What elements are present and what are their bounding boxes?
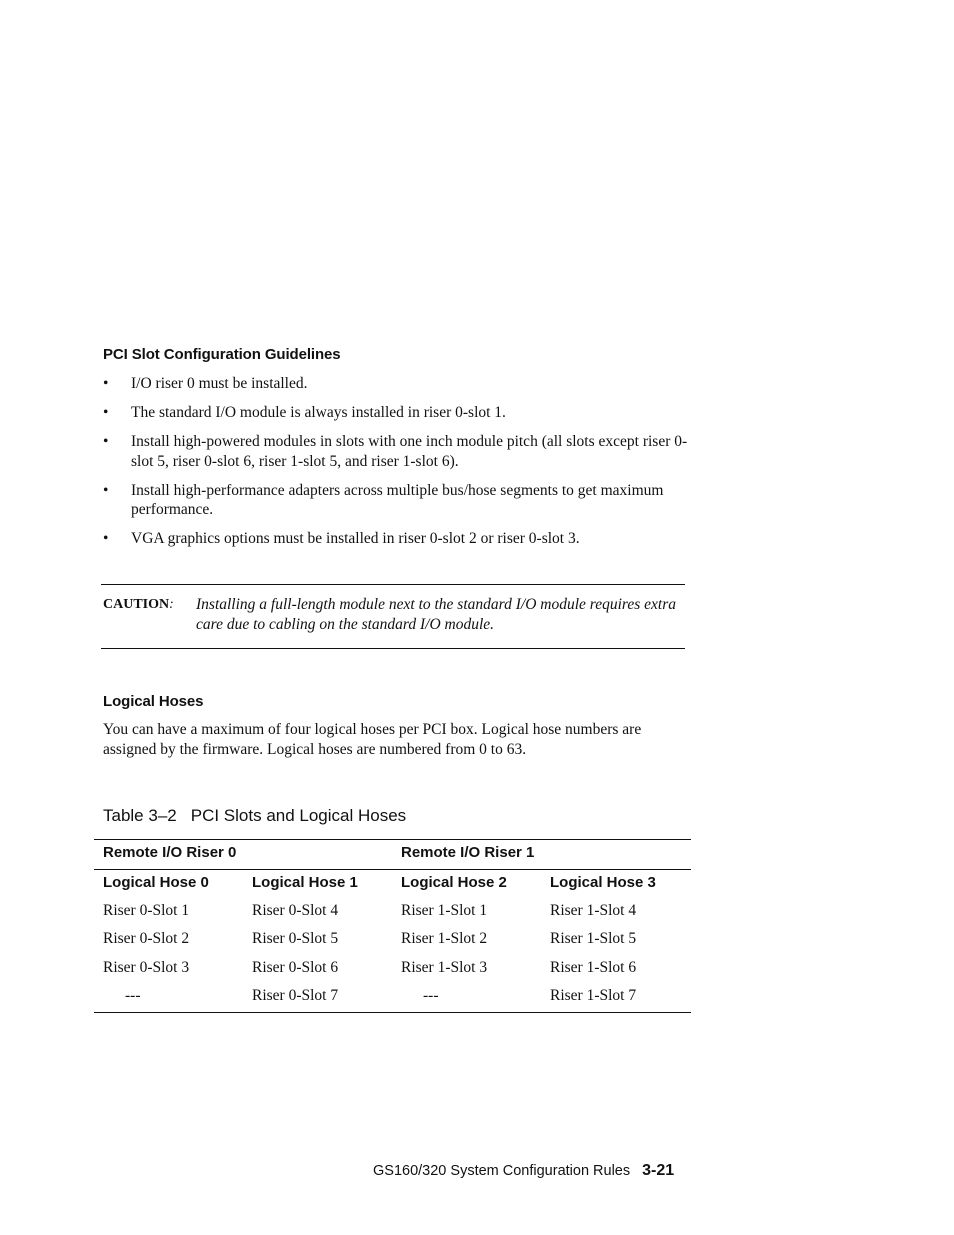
page-footer xyxy=(373,1162,674,1180)
list-item-text: I/O riser 0 must be installed. xyxy=(131,375,308,392)
caution-label xyxy=(103,595,174,615)
list-item-text: Install high-performance adapters across multiple bus/hose segments to get maximum performance. xyxy=(131,481,664,518)
list-item xyxy=(103,374,703,394)
list-item xyxy=(103,481,703,520)
table-cell: Riser 1-Slot 4 xyxy=(550,902,637,919)
table-cell: Riser 0-Slot 1 xyxy=(103,902,190,919)
logical-hoses-paragraph: You can have a maximum of four logical hoses per PCI box. Logical hose numbers are assigned by the firmware. Logical hoses are numbered from 0 to 63. xyxy=(103,721,642,758)
table-top-rule xyxy=(94,839,691,840)
table-cell: Riser 1-Slot 2 xyxy=(401,930,488,947)
group-header-riser-1: Remote I/O Riser 1 xyxy=(401,844,535,861)
list-item xyxy=(103,432,703,471)
bullet-icon: • xyxy=(103,530,109,547)
table-caption xyxy=(103,806,406,826)
list-item xyxy=(103,529,703,549)
bullet-icon: • xyxy=(103,481,109,499)
bullet-icon: • xyxy=(103,404,109,421)
table-cell: Riser 0-Slot 7 xyxy=(252,987,339,1004)
group-header-riser-0: Remote I/O Riser 0 xyxy=(103,844,237,861)
section-heading-pci-slot-guidelines: PCI Slot Configuration Guidelines xyxy=(103,346,341,363)
table-cell: Riser 0-Slot 4 xyxy=(252,902,339,919)
table-cell: Riser 1-Slot 5 xyxy=(550,930,637,947)
table-header-rule xyxy=(94,869,691,870)
column-header: Logical Hose 2 xyxy=(401,874,507,891)
table-cell: Riser 0-Slot 2 xyxy=(103,930,190,947)
column-header: Logical Hose 0 xyxy=(103,874,209,891)
column-header: Logical Hose 3 xyxy=(550,874,656,891)
caution-bottom-rule xyxy=(101,648,685,649)
caution-top-rule xyxy=(101,584,685,585)
footer-title: GS160/320 System Configuration Rules xyxy=(373,1163,631,1179)
table-cell: Riser 1-Slot 1 xyxy=(401,902,488,919)
list-item-text: The standard I/O module is always installed in riser 0-slot 1. xyxy=(131,404,506,421)
table-cell: Riser 0-Slot 6 xyxy=(252,959,339,976)
table-cell: Riser 1-Slot 7 xyxy=(550,987,637,1004)
list-item-text: Install high-powered modules in slots with one inch module pitch (all slots except riser 0-slot 5, riser 0-slot 6, riser 1-slot 5, and riser 1-slot 6). xyxy=(131,433,688,470)
table-cell: Riser 0-Slot 5 xyxy=(252,930,339,947)
list-item-text: VGA graphics options must be installed in riser 0-slot 2 or riser 0-slot 3. xyxy=(131,530,580,547)
guidelines-list xyxy=(103,374,703,558)
table-cell: Riser 1-Slot 3 xyxy=(401,959,488,976)
table-number: Table 3–2 xyxy=(103,806,177,825)
list-item xyxy=(103,403,703,423)
table-bottom-rule xyxy=(94,1012,691,1013)
bullet-icon: • xyxy=(103,375,109,392)
bullet-icon: • xyxy=(103,433,109,450)
page-number: 3-21 xyxy=(642,1162,675,1179)
table-title: PCI Slots and Logical Hoses xyxy=(190,806,407,825)
table-cell: --- xyxy=(423,987,439,1004)
table-cell: --- xyxy=(125,987,141,1004)
section-heading-logical-hoses: Logical Hoses xyxy=(103,693,204,710)
table-cell: Riser 0-Slot 3 xyxy=(103,959,190,976)
caution-text: Installing a full-length module next to the standard I/O module requires extra care due to cabling on the standard I/O module. xyxy=(196,596,677,633)
caution-label-text: CAUTION xyxy=(103,597,170,612)
column-header: Logical Hose 1 xyxy=(252,874,358,891)
caution-colon: : xyxy=(169,597,174,612)
table-cell: Riser 1-Slot 6 xyxy=(550,959,637,976)
